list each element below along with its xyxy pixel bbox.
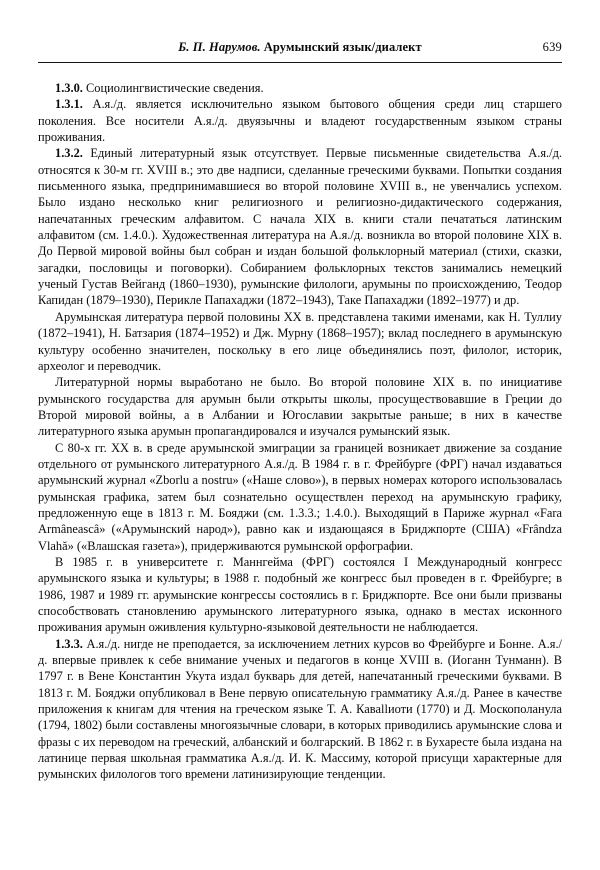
running-head-center bbox=[178, 40, 421, 55]
section-number: 1.3.2. bbox=[55, 146, 83, 161]
paragraph bbox=[38, 374, 562, 439]
paragraph bbox=[38, 554, 562, 636]
section-number: 1.3.0. bbox=[55, 81, 83, 95]
paragraph bbox=[38, 145, 562, 308]
paragraph bbox=[38, 636, 562, 783]
running-head bbox=[38, 40, 562, 58]
section-number: 1.3.1. bbox=[55, 97, 83, 112]
paragraph-text: Социолингвистические сведения. bbox=[82, 81, 264, 95]
paragraph-text: Единый литературный язык отсутствует. Первые письменные свидетельства А.я./д. относятся к 30-м гг. XVIII в.; это две надписи, сделанные греческими буквами. Попытки создания письменного языка, предпринимавшиеся во второй половине XVIII в., не увенчались успехом. Было издано несколько книг религиозного и религиозно-дидактического содержания, напечатанных греческим алфавитом. С начала XIX в. книги стали печататься латинским алфавитом (см. 1.4.0.). Художественная литература на А.я./д. возникла во второй половине XIX в. До Первой мировой войны был собран и издан большой фольклорный материал (стихи, сказки, загадки, пословицы и поговорки). Собиранием фольклорных текстов занимались немецкий ученый Густав Вейганд (1860–1930), румынские филологи, арумыны по происхождению, Теодор Капидан (1879–1930), Перикле Папахаджи (1872–1943), Таке Папахаджи (1892–1977) и др. bbox=[38, 146, 562, 308]
running-head-author: Б. П. Нарумов. bbox=[178, 40, 261, 54]
paragraph-text: Арумынская литература первой половины XX в. представлена такими именами, как Н. Туллиу (1872–1941), Н. Батзария (1874–1952) и Дж. Мурну (1868–1957); вклад последнего в арумынскую культуру особенно значителен, поскольку в его лице объединялись поэт, филолог, историк, археолог и переводчик. bbox=[38, 309, 562, 373]
paragraph-text: А.я./д. является исключительно языком бытового общения среди лиц старшего поколения. Все носители А.я./д. двуязычны и владеют государственным языком страны проживания. bbox=[38, 97, 562, 145]
body-text-column bbox=[38, 80, 562, 783]
paragraph-text: В 1985 г. в университете г. Маннгейма (ФРГ) состоялся I Международный конгресс арумынского языка и культуры; в 1988 г. подобный же конгресс был проведен в г. Фрейбурге; в 1986, 1987 и 1989 гг. арумынские конгрессы состоялись в г. Бриджпорте. Все они были призваны способствовать становлению арумынского литературного языка, однако в местах исконного проживания арумын оживления культурно-языковой деятельности не наблюдается. bbox=[38, 554, 562, 635]
section-number: 1.3.3. bbox=[55, 636, 83, 651]
page-number: 639 bbox=[542, 40, 562, 54]
paragraph-text: Литературной нормы выработано не было. Во второй половине XIX в. по инициативе румынского государства для арумын были открыты школы, просуществовавшие в Греции до Второй мировой войны, а в Албании и Югославии закрытые раньше; в них в качестве литературного языка арумын пропагандировался и изучался румынский язык. bbox=[38, 375, 562, 439]
paragraph bbox=[38, 440, 562, 554]
paragraph bbox=[38, 96, 562, 145]
paragraph bbox=[38, 309, 562, 374]
paragraph bbox=[38, 80, 562, 96]
paragraph-text: С 80-х гг. XX в. в среде арумынской эмиграции за границей возникает движение за создание отдельного от румынского литературного А.я./д. В 1984 г. в г. Фрейбурге (ФРГ) начал издаваться арумынский журнал «Zborlu a nostru» («Наше слово»), в первых номерах которого использовалась румынская графика, затем был сознательно осуществлен переход на арумынскую графику, предложенную еще в 1813 г. М. Бояджи (см. 1.3.3.; 1.4.0.). Выходящий в Париже журнал «Fara Armâneascâ» («Арумынский народ»), равно как и издающаяся в Бриджпорте (США) «Frândza Vlahă» («Влашская газета»), придерживаются румынской орфографии. bbox=[38, 440, 562, 553]
paragraph-text: А.я./д. нигде не преподается, за исключением летних курсов во Фрейбурге и Бонне. А.я./д. впервые привлек к себе внимание ученых и педагогов в конце XVIII в. (Иоганн Тунманн). В 1797 г. в Вене Константин Укута издал букварь для детей, напечатанный греческими буквами. В 1813 г. М. Бояджи опубликовал в Вене первую описательную грамматику А.я./д. Ранее в качестве приложения к книгам для чтения на греческом языке Т. А. Кавallиоти (1770) и Д. Москополанула (1794, 1802) были составлены многоязычные словари, в которых приводились арумынские слова и фразы с их переводом на греческий, албанский и болгарский. В 1862 г. в Бухаресте была издана на латинице первая школьная грамматика А.я./д. И. К. Массиму, которой присущи характерные для румынских филологов того времени латинизирующие тенденции. bbox=[38, 636, 562, 782]
running-head-title: Арумынский язык/диалект bbox=[263, 40, 422, 54]
header-rule bbox=[38, 62, 562, 63]
